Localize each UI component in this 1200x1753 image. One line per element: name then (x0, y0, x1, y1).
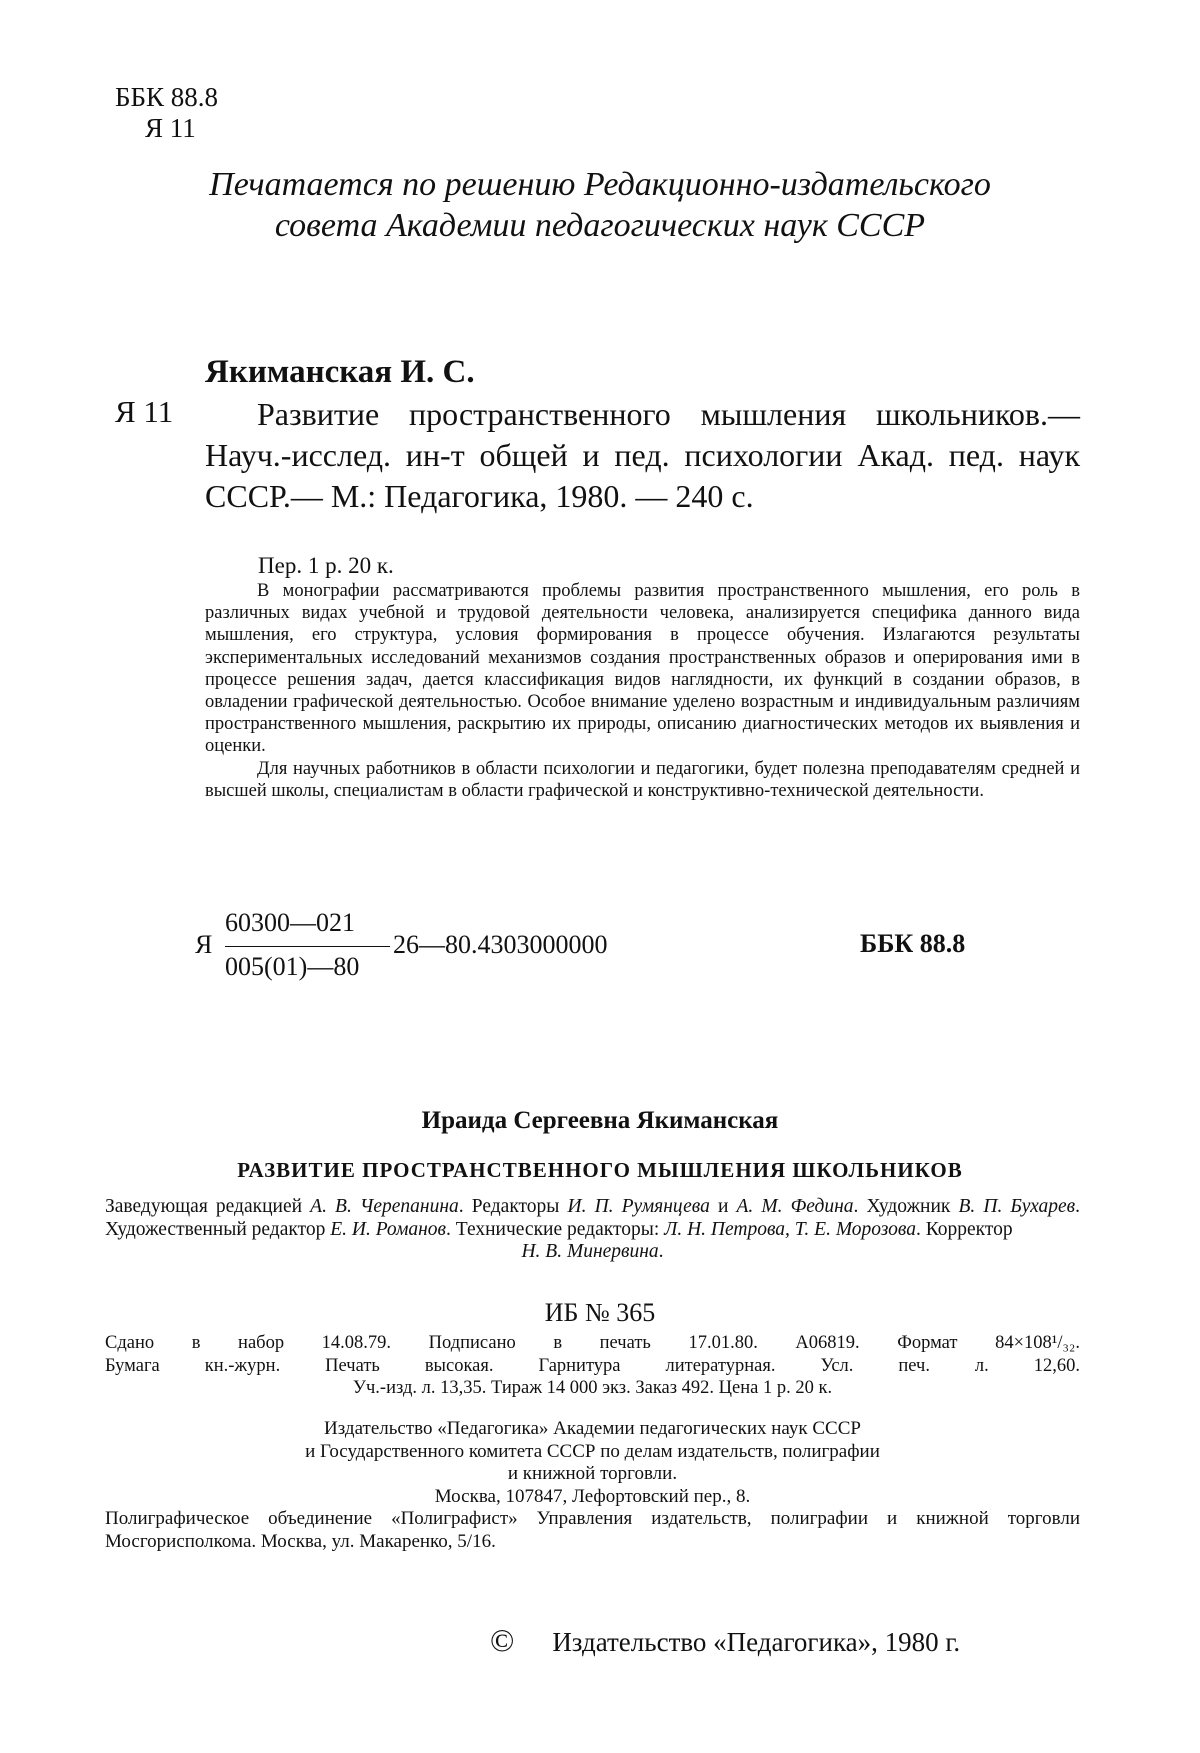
publisher-line-2: и Государственного комитета СССР по делам издательств, полиграфии (305, 1440, 880, 1462)
bbk-right: ББК 88.8 (860, 929, 966, 958)
formula-tail: 26—80.4303000000 (393, 930, 608, 959)
imprint-credits (105, 1196, 1080, 1264)
publisher-address: Москва, 107847, Лефортовский пер., 8. (434, 1485, 751, 1507)
imprint-title: РАЗВИТИЕ ПРОСТРАНСТВЕННОГО МЫШЛЕНИЯ ШКОЛЬНИКОВ (237, 1158, 963, 1182)
print-info (105, 1332, 1080, 1400)
credits-name: И. П. Румянцева (567, 1196, 710, 1217)
publisher-line-1: Издательство «Педагогика» Академии педагогических наук СССР (324, 1418, 861, 1439)
catalog-price: Пер. 1 р. 20 к. (258, 553, 394, 578)
credits-text: . Корректор (915, 1218, 1013, 1240)
credits-name: А. В. Черепанина (310, 1196, 459, 1217)
print-line-3: Уч.-изд. л. 13,35. Тираж 14 000 экз. Заказ 492. Цена 1 р. 20 к. (352, 1378, 833, 1398)
credits-text: . Художественный редактор (105, 1196, 1080, 1240)
formula-denominator: 005(01)—80 (225, 952, 360, 981)
bbk-code: ББК 88.8 (115, 82, 219, 112)
credits-name: Е. И. Романов (330, 1218, 447, 1240)
publication-note (115, 164, 1085, 246)
credits-name: Л. Н. Петрова, Т. Е. Морозова (664, 1218, 916, 1240)
print-line-1: Сдано в набор 14.08.79. Подписано в печать 17.01.80. А06819. Формат 84×108¹/₃₂. (105, 1333, 1080, 1353)
author-mark: Я 11 (145, 113, 196, 143)
formula-divider (225, 946, 390, 947)
annotation (205, 580, 1080, 802)
credits-name: Н. В. Минервина (521, 1241, 659, 1262)
credits-text: Заведующая редакцией (105, 1196, 311, 1217)
annotation-paragraph-1: В монографии рассматриваются проблемы развития пространственного мышления, его роль в различных видах учебной и трудовой деятельности человека, анализируется специфика данного вида мышления, его структура, условия формирования в процессе обучения. Излагаются результаты экспериментальных исследований механизмов создания пространственных образов и оперирования ими в процессе решения задач, дается классификация видов наглядности, их функций в создании образов, в овладении графической деятельностью. Особое внимание уделено возрастным и индивидуальным различиям пространственного мышления, раскрытию их природы, описанию диагностических методов их выявления и оценки. (205, 581, 1080, 757)
print-line-2: Бумага кн.-журн. Печать высокая. Гарнитура литературная. Усл. печ. л. 12,60. (105, 1355, 1080, 1376)
catalog-title-text: Развитие пространственного мышления школьников.— Науч.-исслед. ин-т общей и пед. психологии Акад. пед. наук СССР.— М.: Педагогика, 1980. — 240 с. (205, 396, 1080, 514)
publication-note-line1: Печатается по решению Редакционно-издательского (209, 166, 991, 203)
annotation-paragraph-2: Для научных работников в области психологии и педагогики, будет полезна преподавателям средней и высшей школы, специалистам в области графической и конструктивно-технической деятельности. (205, 758, 1080, 801)
copyright-line (490, 1622, 960, 1659)
printer-info: Полиграфическое объединение «Полиграфист» Управления издательств, полиграфии и книжной торговли Мосгорисполкома. Москва, ул. Макаренко, 5/16. (105, 1508, 1080, 1552)
publication-note-line2: совета Академии педагогических наук СССР (274, 207, 926, 244)
credits-name: В. П. Бухарев (958, 1196, 1076, 1217)
copyright-icon: © (490, 1622, 515, 1658)
catalog-title (205, 394, 1080, 517)
credits-text: . Редакторы (458, 1196, 568, 1217)
ib-number: ИБ № 365 (544, 1298, 656, 1327)
bbk-top (115, 82, 218, 144)
credits-text: . (658, 1241, 664, 1262)
credits-name: А. М. Федина (736, 1196, 854, 1217)
catalog-author: Якиманская И. С. (205, 354, 475, 390)
credits-text: и (709, 1196, 737, 1217)
formula-numerator: 60300—021 (225, 908, 355, 937)
imprint-author: Ираида Сергеевна Якиманская (421, 1107, 779, 1134)
formula-prefix: Я (195, 930, 213, 959)
publisher-line-3: и книжной торговли. (507, 1463, 678, 1484)
credits-text: . Технические редакторы: (446, 1218, 665, 1240)
catalog-code: Я 11 (115, 394, 174, 429)
copyright-text: Издательство «Педагогика», 1980 г. (552, 1627, 961, 1657)
publisher-info (105, 1418, 1080, 1508)
credits-text: . Художник (853, 1196, 959, 1217)
